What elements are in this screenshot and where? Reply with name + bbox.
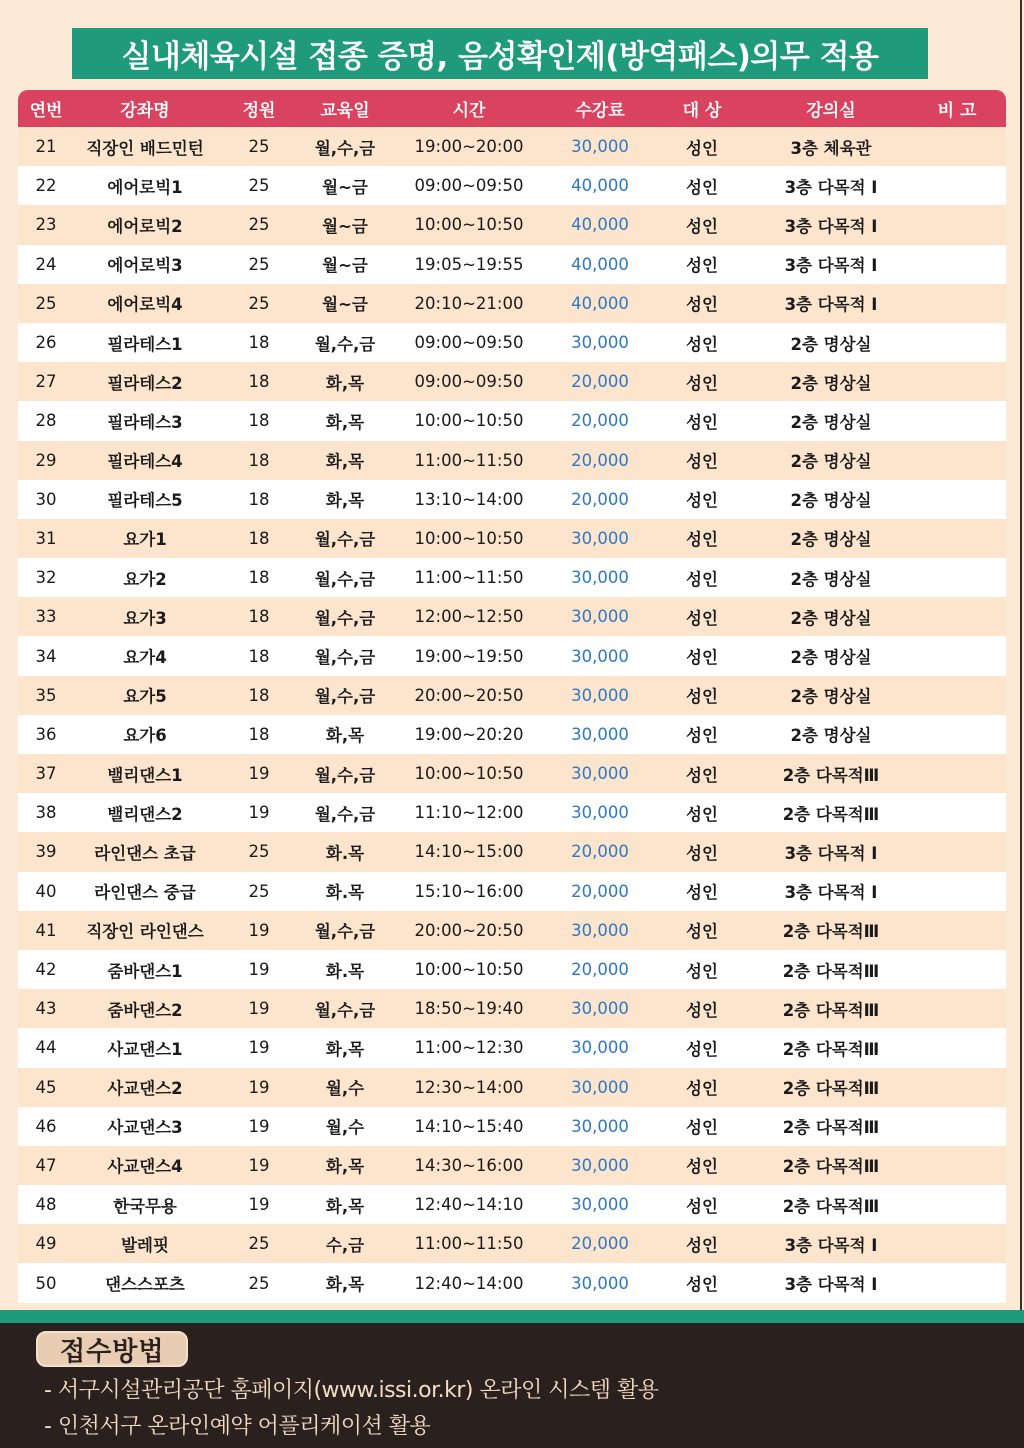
cell-days: 화,목 — [325, 1039, 365, 1059]
cell-days: 월,수,금 — [314, 804, 376, 824]
cell-room: 2층 다목적Ⅲ — [782, 765, 880, 785]
table-body — [18, 127, 1006, 1303]
cell-days: 월,수,금 — [314, 1000, 376, 1020]
cell-room: 2층 다목적Ⅲ — [782, 804, 880, 824]
cell-fee: 30,000 — [571, 920, 629, 940]
cell-number: 38 — [35, 803, 57, 823]
cell-target: 성인 — [686, 491, 718, 511]
table-row — [18, 950, 1006, 989]
cell-number: 22 — [35, 176, 57, 196]
cell-course-name: 필라테스1 — [107, 334, 183, 354]
cell-time: 12:00~12:50 — [414, 607, 524, 627]
col-header-days: 교육일 — [320, 101, 370, 121]
cell-capacity: 19 — [248, 960, 270, 980]
cell-course-name: 에어로빅2 — [107, 216, 183, 236]
cell-target: 성인 — [686, 216, 718, 236]
cell-room: 2층 다목적Ⅲ — [782, 1157, 880, 1177]
cell-target: 성인 — [686, 1235, 718, 1255]
cell-course-name: 밸리댄스2 — [107, 804, 183, 824]
cell-time: 19:00~19:50 — [414, 646, 524, 666]
cell-target: 성인 — [686, 530, 718, 550]
cell-room: 3층 다목적 I — [784, 1275, 878, 1295]
cell-days: 월,수,금 — [314, 334, 376, 354]
cell-course-name: 직장인 라인댄스 — [86, 922, 204, 942]
cell-target: 성인 — [686, 295, 718, 315]
cell-capacity: 18 — [248, 450, 270, 470]
cell-number: 43 — [35, 999, 57, 1019]
cell-time: 11:00~11:50 — [414, 1234, 524, 1254]
table-row — [18, 832, 1006, 871]
course-table — [18, 90, 1006, 1303]
table-row — [18, 441, 1006, 480]
cell-number: 27 — [35, 372, 57, 392]
cell-capacity: 18 — [248, 607, 270, 627]
cell-course-name: 요가3 — [123, 608, 167, 628]
cell-days: 화,목 — [325, 412, 365, 432]
cell-time: 09:00~09:50 — [414, 176, 524, 196]
cell-course-name: 필라테스5 — [107, 491, 183, 511]
cell-fee: 30,000 — [571, 1195, 629, 1215]
cell-target: 성인 — [686, 804, 718, 824]
table-row — [18, 754, 1006, 793]
cell-course-name: 사교댄스1 — [107, 1039, 183, 1059]
cell-time: 18:50~19:40 — [414, 999, 524, 1019]
cell-fee: 40,000 — [571, 176, 629, 196]
table-row — [18, 989, 1006, 1028]
cell-days: 월,수,금 — [314, 569, 376, 589]
cell-course-name: 줌바댄스1 — [107, 961, 183, 981]
cell-room: 2층 명상실 — [790, 608, 872, 628]
cell-time: 10:00~10:50 — [414, 215, 524, 235]
cell-fee: 20,000 — [571, 1234, 629, 1254]
cell-room: 2층 명상실 — [790, 530, 872, 550]
cell-course-name: 에어로빅1 — [107, 177, 183, 197]
cell-time: 09:00~09:50 — [414, 333, 524, 353]
cell-course-name: 직장인 배드민턴 — [86, 138, 204, 158]
col-header-capacity: 정원 — [242, 101, 276, 121]
cell-target: 성인 — [686, 177, 718, 197]
cell-fee: 30,000 — [571, 137, 629, 157]
cell-capacity: 25 — [248, 842, 270, 862]
cell-fee: 30,000 — [571, 999, 629, 1019]
table-row — [18, 1028, 1006, 1067]
cell-days: 월~금 — [322, 216, 368, 236]
cell-capacity: 18 — [248, 646, 270, 666]
cell-capacity: 18 — [248, 685, 270, 705]
cell-target: 성인 — [686, 883, 718, 903]
cell-capacity: 18 — [248, 568, 270, 588]
cell-capacity: 25 — [248, 1273, 270, 1293]
table-row — [18, 519, 1006, 558]
cell-number: 39 — [35, 842, 57, 862]
cell-capacity: 19 — [248, 1116, 270, 1136]
cell-number: 33 — [35, 607, 57, 627]
table-row — [18, 1146, 1006, 1185]
table-row — [18, 166, 1006, 205]
table-row — [18, 1263, 1006, 1302]
cell-course-name: 필라테스3 — [107, 412, 183, 432]
registration-method-app: - 인천서구 온라인예약 어플리케이션 활용 — [44, 1414, 431, 1439]
cell-days: 월,수,금 — [314, 922, 376, 942]
cell-room: 2층 다목적Ⅲ — [782, 922, 880, 942]
cell-room: 2층 명상실 — [790, 373, 872, 393]
cell-time: 19:00~20:20 — [414, 724, 524, 744]
cell-fee: 20,000 — [571, 489, 629, 509]
cell-time: 12:40~14:10 — [414, 1195, 524, 1215]
cell-room: 2층 명상실 — [790, 452, 872, 472]
cell-room: 2층 다목적Ⅲ — [782, 1039, 880, 1059]
cell-target: 성인 — [686, 569, 718, 589]
cell-time: 10:00~10:50 — [414, 764, 524, 784]
cell-number: 35 — [35, 685, 57, 705]
cell-time: 13:10~14:00 — [414, 489, 524, 509]
cell-target: 성인 — [686, 648, 718, 668]
cell-course-name: 발레핏 — [121, 1235, 169, 1255]
col-header-number: 연번 — [29, 101, 63, 121]
cell-capacity: 25 — [248, 881, 270, 901]
cell-capacity: 25 — [248, 137, 270, 157]
cell-days: 월,수,금 — [314, 608, 376, 628]
cell-fee: 30,000 — [571, 607, 629, 627]
table-row — [18, 1068, 1006, 1107]
table-row — [18, 205, 1006, 244]
cell-fee: 30,000 — [571, 1038, 629, 1058]
col-header-fee: 수강료 — [575, 101, 625, 121]
table-row — [18, 480, 1006, 519]
cell-number: 34 — [35, 646, 57, 666]
cell-room: 2층 명상실 — [790, 726, 872, 746]
table-header — [18, 90, 1006, 127]
table-row — [18, 558, 1006, 597]
cell-time: 20:00~20:50 — [414, 685, 524, 705]
cell-time: 19:05~19:55 — [414, 254, 524, 274]
cell-days: 월~금 — [322, 256, 368, 276]
table-row — [18, 127, 1006, 166]
cell-days: 화,목 — [325, 452, 365, 472]
cell-number: 24 — [35, 254, 57, 274]
table-row — [18, 362, 1006, 401]
table-row — [18, 245, 1006, 284]
cell-course-name: 사교댄스2 — [107, 1079, 183, 1099]
cell-fee: 30,000 — [571, 1155, 629, 1175]
col-header-room: 강의실 — [806, 101, 856, 121]
cell-target: 성인 — [686, 843, 718, 863]
cell-course-name: 줌바댄스2 — [107, 1000, 183, 1020]
table-row — [18, 676, 1006, 715]
cell-room: 2층 다목적Ⅲ — [782, 1118, 880, 1138]
cell-room: 2층 다목적Ⅲ — [782, 961, 880, 981]
cell-time: 14:30~16:00 — [414, 1155, 524, 1175]
cell-target: 성인 — [686, 1196, 718, 1216]
cell-capacity: 19 — [248, 999, 270, 1019]
cell-fee: 30,000 — [571, 1273, 629, 1293]
cell-capacity: 18 — [248, 528, 270, 548]
cell-course-name: 사교댄스4 — [107, 1157, 183, 1177]
cell-capacity: 25 — [248, 215, 270, 235]
cell-target: 성인 — [686, 922, 718, 942]
cell-target: 성인 — [686, 1039, 718, 1059]
cell-course-name: 요가5 — [123, 687, 167, 707]
cell-number: 46 — [35, 1116, 57, 1136]
cell-fee: 30,000 — [571, 568, 629, 588]
cell-room: 3층 다목적 I — [784, 295, 878, 315]
cell-room: 2층 다목적Ⅲ — [782, 1196, 880, 1216]
cell-number: 47 — [35, 1155, 57, 1175]
col-header-target: 대 상 — [682, 101, 722, 121]
cell-days: 월,수,금 — [314, 765, 376, 785]
cell-course-name: 필라테스2 — [107, 373, 183, 393]
table-row — [18, 715, 1006, 754]
cell-number: 26 — [35, 333, 57, 353]
cell-target: 성인 — [686, 412, 718, 432]
cell-capacity: 18 — [248, 411, 270, 431]
cell-room: 3층 다목적 I — [784, 843, 878, 863]
cell-target: 성인 — [686, 452, 718, 472]
cell-number: 42 — [35, 960, 57, 980]
cell-fee: 20,000 — [571, 411, 629, 431]
cell-number: 48 — [35, 1195, 57, 1215]
cell-time: 20:00~20:50 — [414, 920, 524, 940]
col-header-course-name: 강좌명 — [120, 101, 170, 121]
table-row — [18, 1107, 1006, 1146]
cell-capacity: 19 — [248, 1195, 270, 1215]
cell-target: 성인 — [686, 256, 718, 276]
cell-room: 3층 체육관 — [790, 138, 872, 158]
cell-target: 성인 — [686, 1079, 718, 1099]
cell-days: 월~금 — [322, 295, 368, 315]
cell-time: 12:40~14:00 — [414, 1273, 524, 1293]
cell-target: 성인 — [686, 961, 718, 981]
cell-days: 월,수 — [325, 1118, 365, 1138]
table-row — [18, 284, 1006, 323]
cell-target: 성인 — [686, 373, 718, 393]
cell-time: 10:00~10:50 — [414, 528, 524, 548]
cell-time: 09:00~09:50 — [414, 372, 524, 392]
cell-course-name: 한국무용 — [113, 1196, 177, 1216]
cell-fee: 20,000 — [571, 881, 629, 901]
cell-capacity: 18 — [248, 489, 270, 509]
registration-method-badge — [36, 1331, 188, 1367]
cell-time: 19:00~20:00 — [414, 137, 524, 157]
cell-fee: 30,000 — [571, 724, 629, 744]
cell-course-name: 라인댄스 초급 — [94, 843, 196, 863]
cell-days: 화,목 — [325, 491, 365, 511]
cell-number: 41 — [35, 920, 57, 940]
cell-number: 30 — [35, 489, 57, 509]
cell-time: 11:00~11:50 — [414, 568, 524, 588]
cell-number: 44 — [35, 1038, 57, 1058]
cell-fee: 30,000 — [571, 685, 629, 705]
page-edge-line — [1020, 0, 1022, 1310]
cell-room: 2층 명상실 — [790, 687, 872, 707]
registration-method-homepage: - 서구시설관리공단 홈페이지(www.issi.or.kr) 온라인 시스템 활용 — [44, 1378, 659, 1403]
cell-capacity: 19 — [248, 1038, 270, 1058]
cell-time: 20:10~21:00 — [414, 293, 524, 313]
cell-room: 3층 다목적 I — [784, 883, 878, 903]
cell-capacity: 19 — [248, 764, 270, 784]
cell-days: 월~금 — [322, 177, 368, 197]
cell-target: 성인 — [686, 726, 718, 746]
cell-days: 화,목 — [325, 1157, 365, 1177]
cell-days: 화,목 — [325, 726, 365, 746]
cell-target: 성인 — [686, 687, 718, 707]
cell-number: 21 — [35, 137, 57, 157]
cell-room: 2층 다목적Ⅲ — [782, 1079, 880, 1099]
cell-days: 화,목 — [325, 373, 365, 393]
table-row — [18, 401, 1006, 440]
cell-capacity: 18 — [248, 333, 270, 353]
cell-time: 12:30~14:00 — [414, 1077, 524, 1097]
col-header-time: 시간 — [452, 101, 486, 121]
cell-target: 성인 — [686, 1118, 718, 1138]
cell-number: 23 — [35, 215, 57, 235]
table-row — [18, 597, 1006, 636]
cell-days: 월,수,금 — [314, 138, 376, 158]
cell-room: 3층 다목적 I — [784, 256, 878, 276]
cell-capacity: 25 — [248, 254, 270, 274]
cell-time: 15:10~16:00 — [414, 881, 524, 901]
page-title: 실내체육시설 접종 증명, 음성확인제(방역패스)의무 적용 — [121, 39, 879, 75]
cell-course-name: 에어로빅3 — [107, 256, 183, 276]
cell-capacity: 19 — [248, 803, 270, 823]
cell-course-name: 요가6 — [123, 726, 167, 746]
registration-info — [0, 1323, 1024, 1448]
cell-course-name: 요가4 — [123, 648, 167, 668]
cell-time: 11:10~12:00 — [414, 803, 524, 823]
cell-course-name: 요가2 — [123, 569, 167, 589]
cell-days: 월,수,금 — [314, 530, 376, 550]
cell-time: 10:00~10:50 — [414, 411, 524, 431]
table-row — [18, 793, 1006, 832]
cell-room: 2층 명상실 — [790, 491, 872, 511]
cell-days: 화.목 — [325, 883, 365, 903]
cell-room: 2층 명상실 — [790, 334, 872, 354]
cell-fee: 40,000 — [571, 215, 629, 235]
badge-label: 접수방법 — [60, 1336, 165, 1367]
cell-fee: 30,000 — [571, 803, 629, 823]
title-banner — [72, 28, 928, 79]
cell-time: 11:00~12:30 — [414, 1038, 524, 1058]
cell-number: 36 — [35, 724, 57, 744]
cell-time: 11:00~11:50 — [414, 450, 524, 470]
cell-target: 성인 — [686, 765, 718, 785]
cell-room: 3층 다목적 I — [784, 1235, 878, 1255]
table-row — [18, 872, 1006, 911]
cell-target: 성인 — [686, 138, 718, 158]
cell-number: 28 — [35, 411, 57, 431]
cell-fee: 40,000 — [571, 254, 629, 274]
cell-room: 2층 명상실 — [790, 412, 872, 432]
cell-course-name: 요가1 — [123, 530, 167, 550]
col-header-note: 비 고 — [937, 101, 977, 121]
footer-divider — [0, 1310, 1024, 1323]
cell-fee: 20,000 — [571, 842, 629, 862]
cell-fee: 30,000 — [571, 333, 629, 353]
table-row — [18, 1185, 1006, 1224]
table-row — [18, 636, 1006, 675]
cell-days: 화.목 — [325, 961, 365, 981]
cell-course-name: 에어로빅4 — [107, 295, 183, 315]
cell-target: 성인 — [686, 1157, 718, 1177]
cell-capacity: 19 — [248, 1155, 270, 1175]
cell-number: 31 — [35, 528, 57, 548]
cell-course-name: 댄스스포츠 — [105, 1275, 185, 1295]
cell-course-name: 밸리댄스1 — [107, 765, 183, 785]
table-row — [18, 323, 1006, 362]
cell-number: 25 — [35, 293, 57, 313]
cell-capacity: 18 — [248, 372, 270, 392]
cell-days: 화,목 — [325, 1275, 365, 1295]
cell-room: 2층 명상실 — [790, 648, 872, 668]
cell-days: 화.목 — [325, 843, 365, 863]
cell-capacity: 25 — [248, 176, 270, 196]
cell-time: 14:10~15:00 — [414, 842, 524, 862]
cell-target: 성인 — [686, 1000, 718, 1020]
cell-fee: 20,000 — [571, 960, 629, 980]
cell-number: 50 — [35, 1273, 57, 1293]
cell-number: 37 — [35, 764, 57, 784]
cell-fee: 30,000 — [571, 646, 629, 666]
cell-fee: 20,000 — [571, 450, 629, 470]
cell-course-name: 사교댄스3 — [107, 1118, 183, 1138]
cell-capacity: 19 — [248, 920, 270, 940]
cell-target: 성인 — [686, 1275, 718, 1295]
cell-room: 2층 명상실 — [790, 569, 872, 589]
cell-target: 성인 — [686, 334, 718, 354]
cell-number: 49 — [35, 1234, 57, 1254]
cell-room: 3층 다목적 I — [784, 216, 878, 236]
cell-room: 3층 다목적 I — [784, 177, 878, 197]
cell-time: 14:10~15:40 — [414, 1116, 524, 1136]
cell-fee: 40,000 — [571, 293, 629, 313]
cell-course-name: 라인댄스 중급 — [94, 883, 196, 903]
cell-capacity: 19 — [248, 1077, 270, 1097]
cell-number: 32 — [35, 568, 57, 588]
cell-course-name: 필라테스4 — [107, 452, 183, 472]
cell-fee: 30,000 — [571, 764, 629, 784]
cell-number: 40 — [35, 881, 57, 901]
cell-days: 월,수 — [325, 1079, 365, 1099]
cell-number: 45 — [35, 1077, 57, 1097]
cell-fee: 30,000 — [571, 1077, 629, 1097]
cell-fee: 30,000 — [571, 1116, 629, 1136]
table-row — [18, 911, 1006, 950]
cell-room: 2층 다목적Ⅲ — [782, 1000, 880, 1020]
cell-days: 화,목 — [325, 1196, 365, 1216]
cell-capacity: 25 — [248, 1234, 270, 1254]
cell-target: 성인 — [686, 608, 718, 628]
cell-days: 월,수,금 — [314, 648, 376, 668]
cell-time: 10:00~10:50 — [414, 960, 524, 980]
cell-days: 월,수,금 — [314, 687, 376, 707]
cell-fee: 30,000 — [571, 528, 629, 548]
cell-capacity: 25 — [248, 293, 270, 313]
cell-capacity: 18 — [248, 724, 270, 744]
cell-fee: 20,000 — [571, 372, 629, 392]
table-row — [18, 1224, 1006, 1263]
cell-number: 29 — [35, 450, 57, 470]
cell-days: 수,금 — [325, 1235, 365, 1255]
